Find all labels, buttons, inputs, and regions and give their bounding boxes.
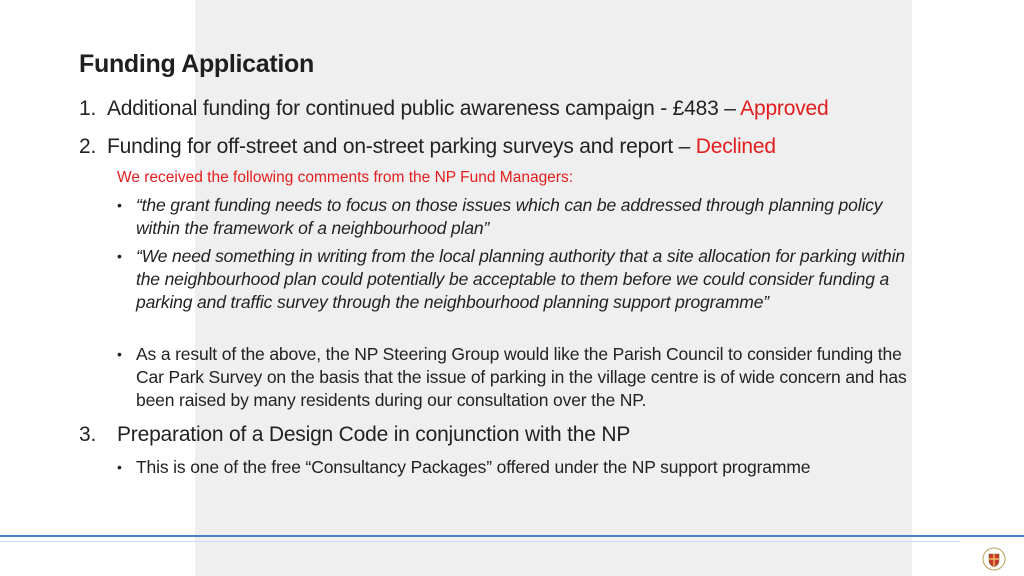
footer-divider	[0, 535, 1024, 537]
agenda-item-2	[79, 135, 776, 159]
item-number: 2.	[79, 135, 97, 158]
item-number: 1.	[79, 97, 97, 120]
agenda-item-3	[79, 423, 630, 447]
bullet-comment-2	[117, 245, 917, 314]
right-margin-panel	[912, 0, 1024, 576]
item-number: 3.	[79, 423, 97, 446]
agenda-item-1	[79, 97, 828, 121]
footer-divider-shadow	[0, 541, 960, 542]
bullet-comment-1	[117, 194, 917, 240]
bullet-text: “the grant funding needs to focus on those issues which can be addressed through planning policy within the framework of a neighbourhood plan”	[136, 195, 883, 238]
status-declined: Declined	[695, 135, 776, 158]
parish-crest-icon	[982, 547, 1006, 571]
bullet-text: This is one of the free “Consultancy Packages” offered under the NP support programme	[136, 457, 811, 477]
bullet-dot: •	[117, 459, 122, 475]
item-text: Funding for off-street and on-street parking surveys and report –	[107, 135, 696, 158]
item-text: Preparation of a Design Code in conjunction with the NP	[117, 423, 631, 446]
slide-title: Funding Application	[79, 50, 314, 78]
bullet-dot: •	[117, 346, 122, 362]
comments-heading: We received the following comments from the NP Fund Managers:	[117, 169, 574, 186]
item-text: Additional funding for continued public awareness campaign - £483 –	[107, 97, 741, 120]
bullet-dot: •	[117, 248, 122, 264]
bullet-dot: •	[117, 197, 122, 213]
bullet-steering-group	[117, 343, 917, 412]
bullet-text: As a result of the above, the NP Steering Group would like the Parish Council to consider funding the Car Park Survey on the basis that the issue of parking in the village centre is of wide concern and has been raised by many residents during our consultation over the NP.	[136, 344, 907, 410]
bullet-consultancy	[117, 456, 917, 479]
status-approved: Approved	[740, 97, 829, 120]
bullet-text: “We need something in writing from the local planning authority that a site allocation for parking within the neighbourhood plan could potentially be acceptable to them before we could consider funding a parking and traffic survey through the neighbourhood planning support programme”	[136, 246, 905, 312]
